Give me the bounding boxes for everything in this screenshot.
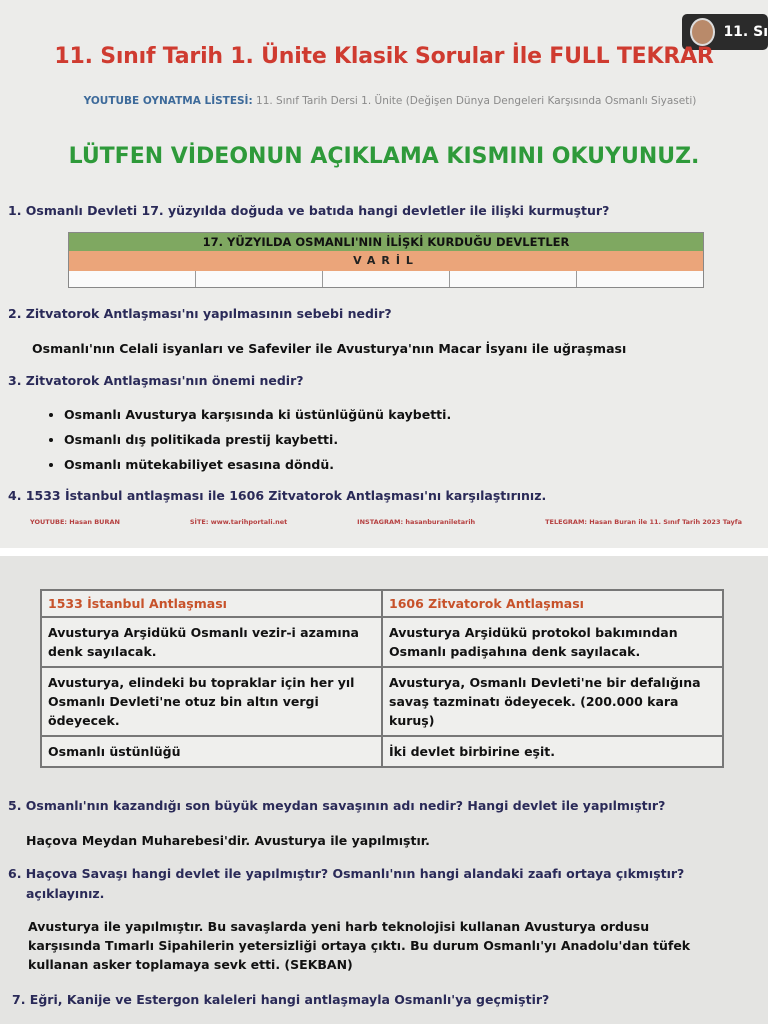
question-6: 6. Haçova Savaşı hangi devlet ile yapılmıştır? Osmanlı'nın hangi alandaki zaafı ortaya çıkmıştır? [8, 866, 685, 881]
answer-5: Haçova Meydan Muharebesi'dir. Avusturya ile yapılmıştır. [26, 833, 430, 848]
relations-table-row [69, 271, 703, 287]
table-cell [450, 271, 577, 287]
table-row [41, 736, 723, 767]
table-header-row [41, 590, 723, 617]
playlist-text: 11. Sınıf Tarih Dersi 1. Ünite (Değişen Dünya Dengeleri Karşısında Osmanlı Siyaseti) [256, 95, 697, 107]
answer-3-list [46, 402, 451, 477]
answer-6: Avusturya ile yapılmıştır. Bu savaşlarda yeni harb teknolojisi kullanan Avusturya ordusu karşısında Tımarlı Sipahilerin yetersizliği ortaya çıktı. Bu durum Osmanlı'yı Anadolu'dan tüfek kullanan asker toplamaya sevk etti. (SEKBAN) [28, 919, 691, 972]
table-cell [323, 271, 450, 287]
playlist-info [40, 94, 740, 109]
footer-youtube: YOUTUBE: Hasan BURAN [30, 518, 120, 526]
table-cell [69, 271, 196, 287]
footer-links [30, 518, 742, 526]
question-1: 1. Osmanlı Devleti 17. yüzyılda doğuda ve batıda hangi devletler ile ilişki kurmuştur? [8, 203, 610, 218]
table-cell: Avusturya, Osmanlı Devleti'ne bir defalığına savaş tazminatı ödeyecek. (200.000 kara kuruş) [382, 667, 723, 736]
answer-2: Osmanlı'nın Celali isyanları ve Safeviler ile Avusturya'nın Macar İsyanı ile uğraşması [32, 341, 627, 356]
question-5: 5. Osmanlı'nın kazandığı son büyük meydan savaşının adı nedir? Hangi devlet ile yapılmıştır? [8, 798, 666, 813]
playlist-label: YOUTUBE OYNATMA LİSTESİ: [83, 95, 253, 107]
page-title: 11. Sınıf Tarih 1. Ünite Klasik Sorular İle FULL TEKRAR [54, 44, 714, 69]
relations-table [68, 232, 704, 288]
list-item: • Osmanlı dış politikada prestij kaybetti. [64, 427, 451, 452]
table-cell [196, 271, 323, 287]
table-cell: Avusturya Arşidükü Osmanlı vezir-i azamına denk sayılacak. [41, 617, 382, 667]
footer-instagram: INSTAGRAM: hasanburaniletarih [357, 518, 476, 526]
table-cell [577, 271, 703, 287]
table-row [41, 667, 723, 736]
question-3: 3. Zitvatorok Antlaşması'nın önemi nedir? [8, 373, 304, 388]
comparison-table [40, 589, 724, 768]
participant-name: 11. Sı [723, 24, 768, 40]
table-cell: İki devlet birbirine eşit. [382, 736, 723, 767]
column-header: 1606 Zitvatorok Antlaşması [382, 590, 723, 617]
notice-heading: LÜTFEN VİDEONUN AÇIKLAMA KISMINI OKUYUNUZ. [68, 144, 700, 169]
question-4: 4. 1533 İstanbul antlaşması ile 1606 Zitvatorok Antlaşması'nı karşılaştırınız. [8, 488, 547, 503]
question-6-continued: açıklayınız. [26, 886, 105, 901]
list-item: • Osmanlı Avusturya karşısında ki üstünlüğünü kaybetti. [64, 402, 451, 427]
table-row [41, 617, 723, 667]
relations-table-subheader: VARİL [69, 251, 703, 271]
table-cell: Avusturya Arşidükü protokol bakımından Osmanlı padişahına denk sayılacak. [382, 617, 723, 667]
avatar [690, 18, 715, 46]
footer-telegram: TELEGRAM: Hasan Buran ile 11. Sınıf Tarih 2023 Tayfa [545, 518, 742, 526]
list-item: • Osmanlı mütekabiliyet esasına döndü. [64, 452, 451, 477]
table-cell: Osmanlı üstünlüğü [41, 736, 382, 767]
table-cell: Avusturya, elindeki bu topraklar için her yıl Osmanlı Devleti'ne otuz bin altın vergi ödeyecek. [41, 667, 382, 736]
footer-site: SİTE: www.tarihportali.net [189, 518, 288, 526]
question-2: 2. Zitvatorok Antlaşması'nı yapılmasının sebebi nedir? [8, 306, 392, 321]
column-header: 1533 İstanbul Antlaşması [41, 590, 382, 617]
relations-table-header: 17. YÜZYILDA OSMANLI'NIN İLİŞKİ KURDUĞU DEVLETLER [69, 233, 703, 251]
question-7: 7. Eğri, Kanije ve Estergon kaleleri hangi antlaşmayla Osmanlı'ya geçmiştir? [12, 992, 550, 1007]
